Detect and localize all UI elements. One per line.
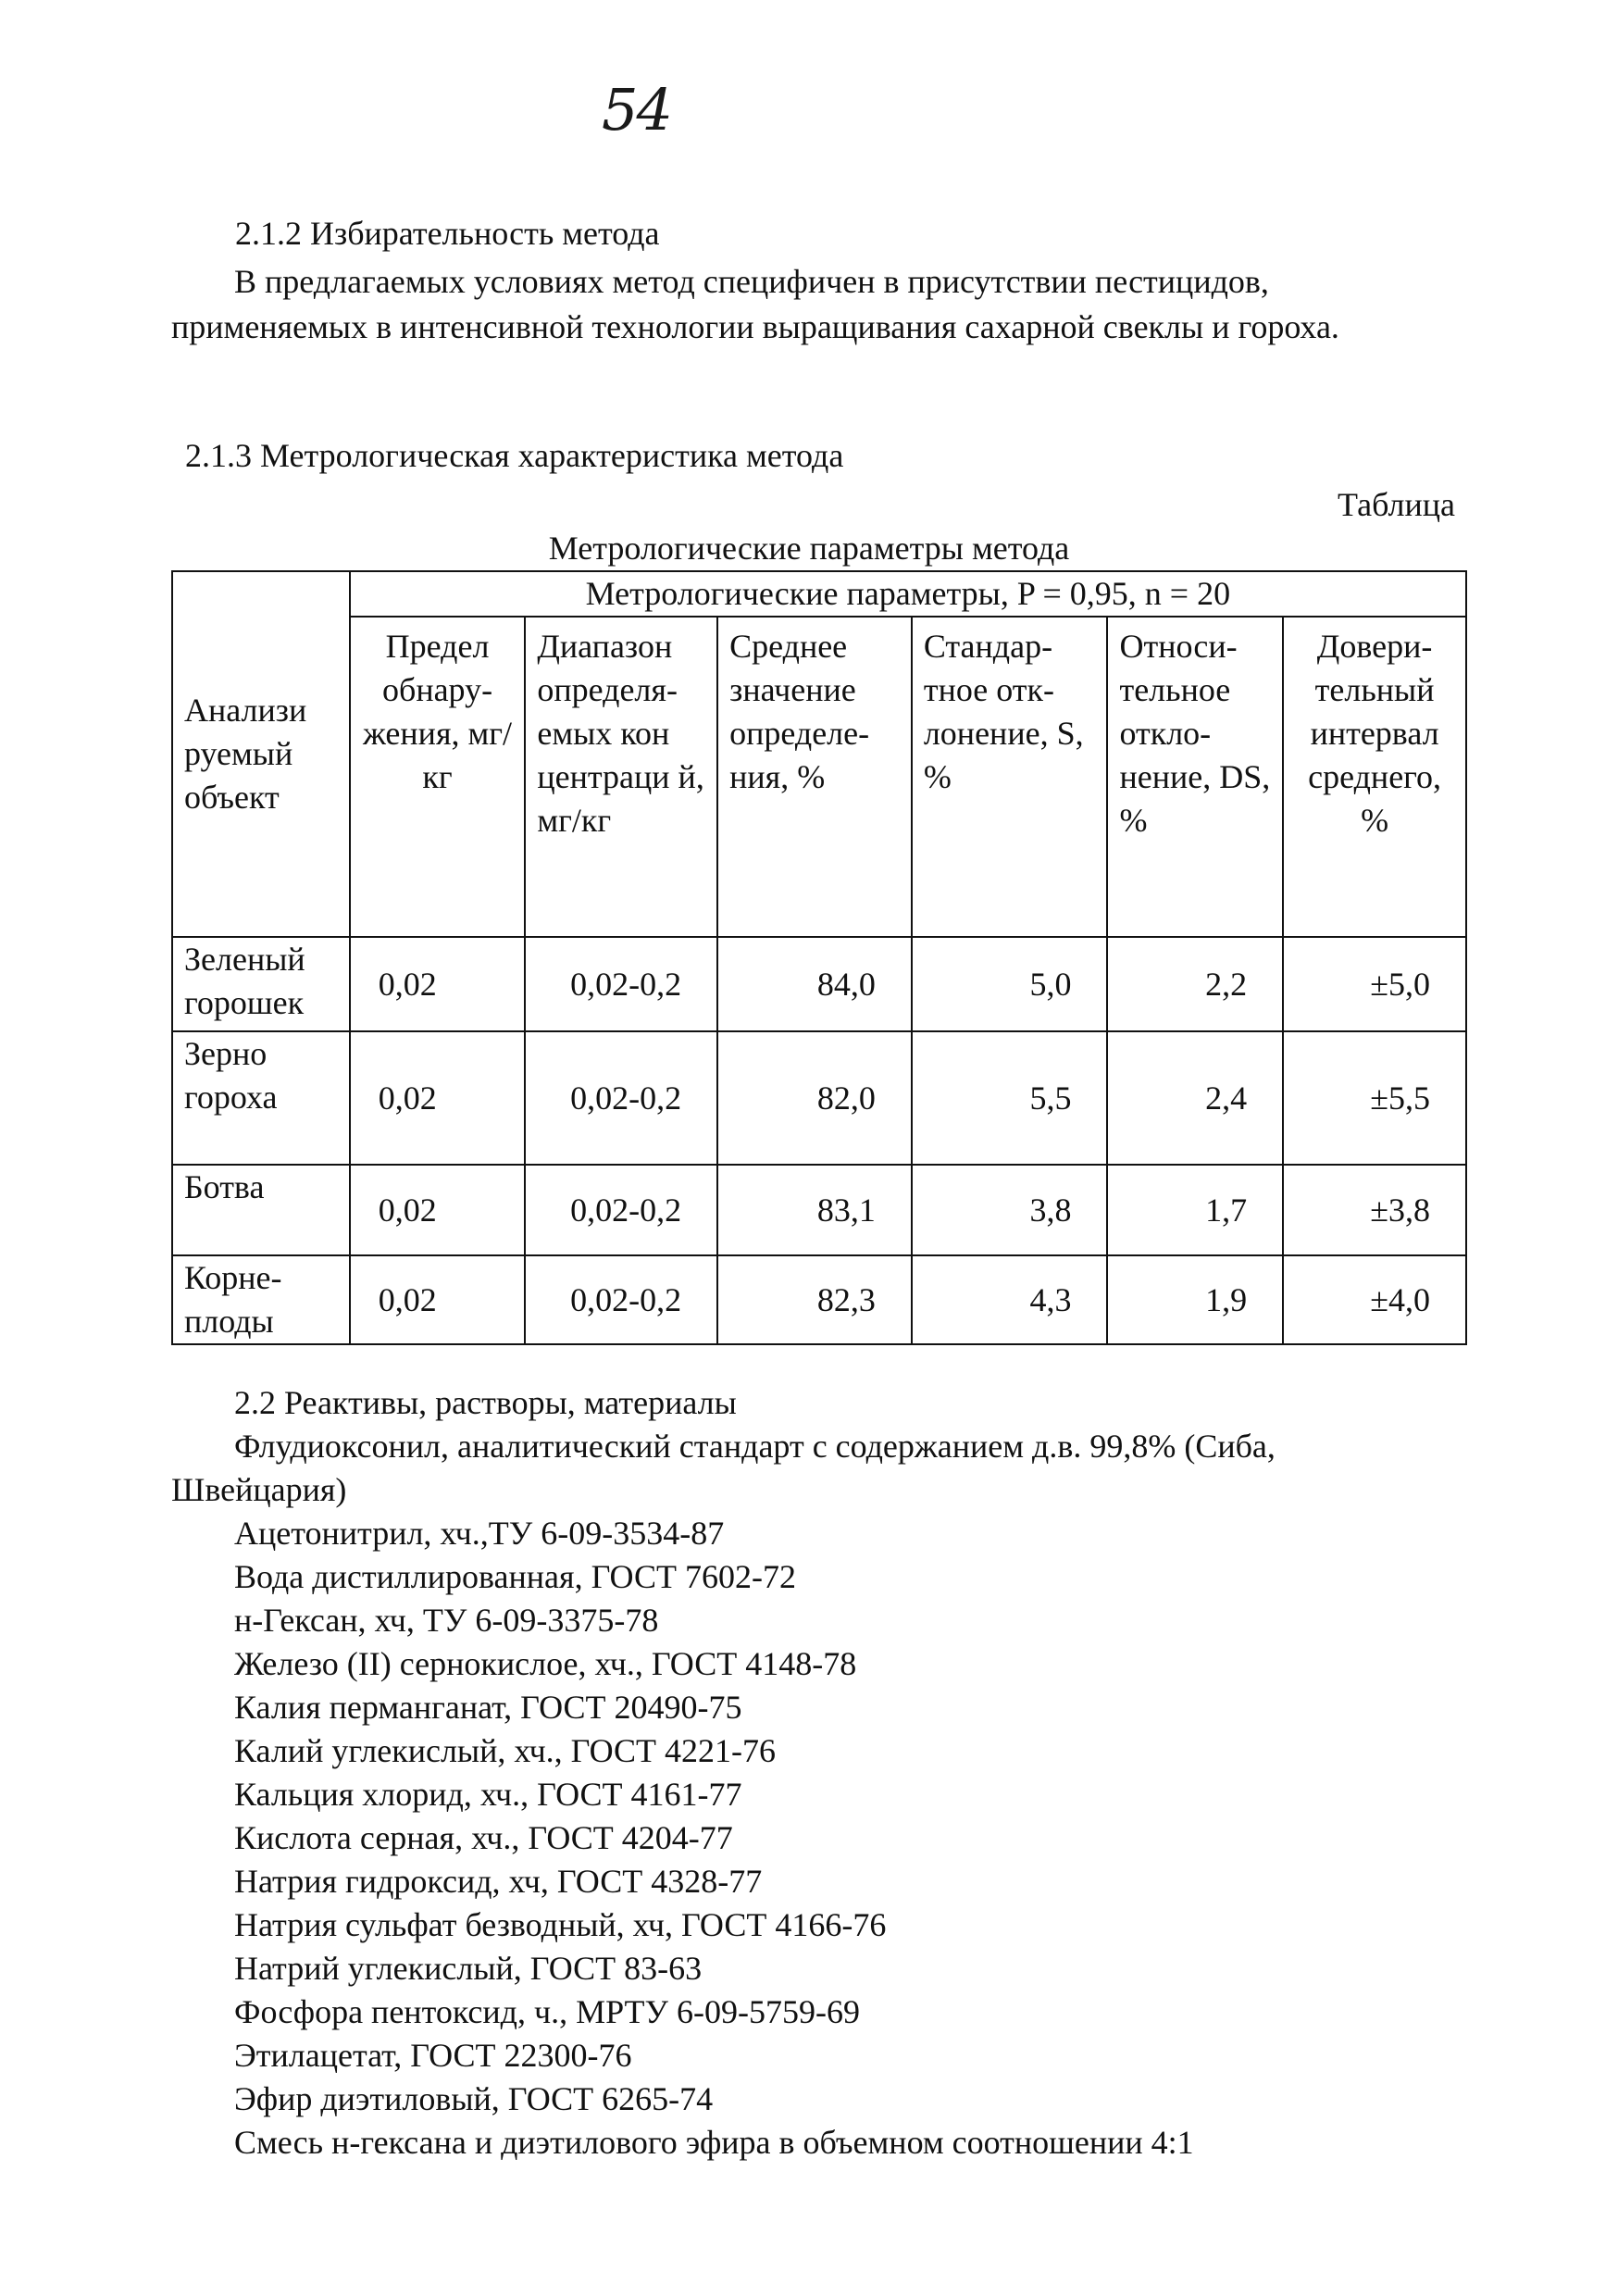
- section-body-212: В предлагаемых условиях метод специфичен в присутствии пестицидов, применяемых в интенсивной технологии выращивания сахарной свеклы и гороха.: [171, 263, 1339, 345]
- table-cell: 84,0: [717, 937, 912, 1031]
- reagent-item: Железо (II) сернокислое, хч., ГОСТ 4148-78: [234, 1645, 857, 1682]
- table-cell: 3,8: [912, 1165, 1108, 1255]
- column-header: Довери-тельный интервал среднего, %: [1283, 617, 1466, 937]
- table-cell: 82,3: [717, 1255, 912, 1344]
- table-cell: 2,2: [1107, 937, 1283, 1031]
- reagent-item: Натрия сульфат безводный, хч, ГОСТ 4166-76: [234, 1906, 887, 1943]
- section-heading-213: 2.1.3 Метрологическая характеристика метода: [185, 437, 844, 474]
- table-cell: 1,9: [1107, 1255, 1283, 1344]
- row-object: Зерно гороха: [172, 1031, 350, 1165]
- table-title: Метрологические параметры метода: [548, 530, 1070, 567]
- reagent-item: Ацетонитрил, хч.,ТУ 6-09-3534-87: [234, 1515, 725, 1552]
- page-number: 54: [602, 76, 671, 144]
- column-header: Диапазон определя-емых кон центраци й, мг/кг: [525, 617, 717, 937]
- table-row: [172, 1165, 1466, 1255]
- object-column-header: Анализи руемый объект: [172, 571, 350, 937]
- reagent-item: Натрия гидроксид, хч, ГОСТ 4328-77: [234, 1863, 763, 1900]
- table-row: [172, 1031, 1466, 1165]
- column-header: Среднее значение определе-ния, %: [717, 617, 912, 937]
- reagent-item: Кислота серная, хч., ГОСТ 4204-77: [234, 1819, 733, 1856]
- table-cell: ±3,8: [1283, 1165, 1466, 1255]
- section-22: [171, 1381, 1486, 2165]
- params-header: Метрологические параметры, P = 0,95, n = 20: [350, 571, 1466, 617]
- reagent-item: Кальция хлорид, хч., ГОСТ 4161-77: [234, 1776, 742, 1813]
- table-cell: 1,7: [1107, 1165, 1283, 1255]
- table-cell: ±4,0: [1283, 1255, 1466, 1344]
- table-cell: 0,02-0,2: [525, 1031, 717, 1165]
- table-row: [172, 1255, 1466, 1344]
- reagent-item: Калий углекислый, хч., ГОСТ 4221-76: [234, 1732, 777, 1769]
- table-row: [172, 937, 1466, 1031]
- reagent-item: Фосфора пентоксид, ч., МРТУ 6-09-5759-69: [234, 1993, 861, 2030]
- reagent-item: Этилацетат, ГОСТ 22300-76: [234, 2037, 632, 2074]
- table-cell: 4,3: [912, 1255, 1108, 1344]
- table-cell: 2,4: [1107, 1031, 1283, 1165]
- reagent-item: Натрий углекислый, ГОСТ 83-63: [234, 1950, 703, 1987]
- table-cell: 83,1: [717, 1165, 912, 1255]
- row-object: Корне-плоды: [172, 1255, 350, 1344]
- reagent-first-line-cont: Швейцария): [171, 1471, 347, 1508]
- column-header: Стандар-тное отк-лонение, S, %: [912, 617, 1108, 937]
- section-heading-212: 2.1.2 Избирательность метода: [235, 215, 660, 252]
- reagent-item: Вода дистиллированная, ГОСТ 7602-72: [234, 1558, 796, 1595]
- table-cell: 5,5: [912, 1031, 1108, 1165]
- row-object: Зеленый горошек: [172, 937, 350, 1031]
- reagent-item: Калия перманганат, ГОСТ 20490-75: [234, 1689, 742, 1726]
- table-cell: 0,02: [350, 1031, 526, 1165]
- column-header: Относи-тельное откло-нение, DS, %: [1107, 617, 1283, 937]
- table-cell: 0,02: [350, 1165, 526, 1255]
- reagent-first-line: Флудиоксонил, аналитический стандарт с содержанием д.в. 99,8% (Сиба,: [234, 1428, 1276, 1465]
- section-heading-22: 2.2 Реактивы, растворы, материалы: [234, 1384, 737, 1421]
- table-label: Таблица: [1338, 486, 1455, 523]
- reagent-item: Эфир диэтиловый, ГОСТ 6265-74: [234, 2080, 714, 2117]
- table-cell: ±5,5: [1283, 1031, 1466, 1165]
- table-cell: 5,0: [912, 937, 1108, 1031]
- table-cell: 0,02-0,2: [525, 937, 717, 1031]
- table-cell: 82,0: [717, 1031, 912, 1165]
- reagent-item: н-Гексан, хч, ТУ 6-09-3375-78: [234, 1602, 659, 1639]
- table-cell: 0,02-0,2: [525, 1255, 717, 1344]
- metrology-table: [171, 570, 1467, 1345]
- column-header: Предел обнару-жения, мг/кг: [350, 617, 526, 937]
- table-cell: 0,02: [350, 1255, 526, 1344]
- row-object: Ботва: [172, 1165, 350, 1255]
- table-cell: ±5,0: [1283, 937, 1466, 1031]
- table-cell: 0,02-0,2: [525, 1165, 717, 1255]
- reagent-item: Смесь н-гексана и диэтилового эфира в объемном соотношении 4:1: [234, 2124, 1194, 2161]
- table-cell: 0,02: [350, 937, 526, 1031]
